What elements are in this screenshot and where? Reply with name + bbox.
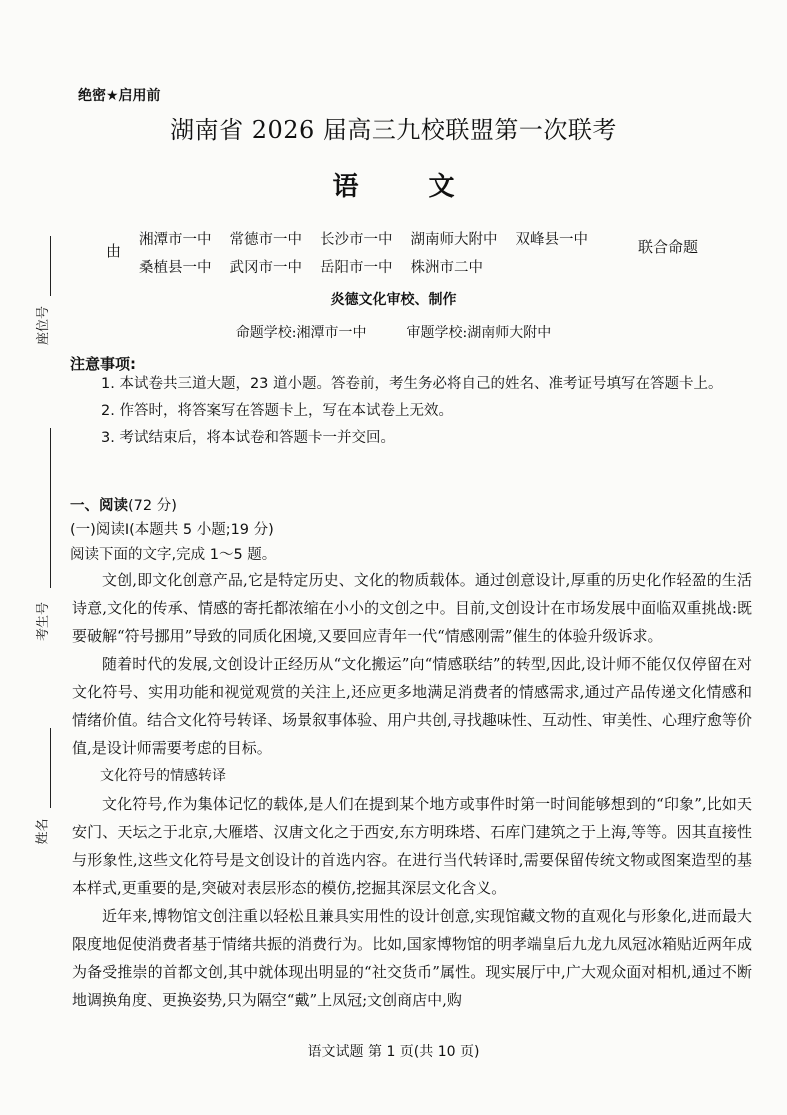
- seat-label: 座位号: [36, 305, 52, 346]
- joint-label: 联合命题: [638, 238, 699, 256]
- subject-char-2: 文: [428, 172, 455, 202]
- name-label: 姓名: [35, 818, 51, 845]
- school-name: 长沙市一中: [320, 232, 393, 248]
- paragraph: 随着时代的发展,文创设计正经历从“文化搬运”向“情感联结”的转型,因此,设计师不能仅仅停留在对文化符号、实用功能和视觉观赏的关注上,还应更多地满足消费者的情感需求,通过产品传递文化情感和情绪价值。结合文化符号转译、场景叙事体验、用户共创,寻找趣味性、互动性、审美性、心理疗愈等价值,是设计师需要考虑的目标。: [72, 655, 752, 757]
- notice-item: 1. 本试卷共三道大题，23 道小题。答卷前，考生务必将自己的姓名、准考证号填写在答题卡上。: [101, 376, 723, 392]
- notice-title: 注意事项:: [70, 355, 136, 373]
- section-heading: [70, 494, 177, 515]
- paragraph: 近年来,博物馆文创注重以轻松且兼具实用性的设计创意,实现馆藏文物的直观化与形象化,进而最大限度地促使消费者基于情绪共振的消费行为。比如,国家博物馆的明孝端皇后九龙九凤冠冰箱贴近两年成为备受推崇的首都文创,其中就体现出明显的“社交货币”属性。现实展厅中,广大观众面对相机,通过不断地调换角度、更换姿势,只为隔空“戴”上凤冠;文创商店中,购: [72, 907, 752, 1009]
- reading-instruction: 阅读下面的文字,完成 1～5 题。: [70, 547, 277, 563]
- notice-list: [72, 371, 752, 452]
- school-name: 双峰县一中: [515, 232, 588, 248]
- subject-title: [0, 166, 787, 203]
- section-score: (72 分): [128, 498, 177, 514]
- subheading: 文化符号的情感转译: [100, 768, 226, 784]
- school-name: 株洲市二中: [410, 260, 483, 276]
- school-row-1: [139, 226, 606, 254]
- school-list: [139, 226, 606, 282]
- exam-no-line: [50, 428, 51, 588]
- reviewer-school: 审题学校:湖南师大附中: [406, 325, 552, 341]
- school-name: 常德市一中: [229, 232, 302, 248]
- school-name: 湖南师大附中: [410, 232, 498, 248]
- school-name: 湘潭市一中: [139, 232, 212, 248]
- section-title: 一、阅读: [70, 498, 128, 514]
- maker-line: 炎德文化审校、制作: [330, 292, 457, 308]
- passage: [72, 566, 752, 1014]
- notice-item: 2. 作答时，将答案写在答题卡上，写在本试卷上无效。: [101, 403, 453, 419]
- school-name: 岳阳市一中: [320, 260, 393, 276]
- exam-title: 湖南省 2026 届高三九校联盟第一次联考: [170, 116, 617, 144]
- setter-line: [0, 322, 787, 342]
- proposer-school: 命题学校:湘潭市一中: [235, 325, 367, 341]
- school-name: 桑植县一中: [139, 260, 212, 276]
- by-label: 由: [106, 242, 122, 260]
- paragraph: 文化符号,作为集体记忆的载体,是人们在提到某个地方或事件时第一时间能够想到的“印象”,比如天安门、天坛之于北京,大雁塔、汉唐文化之于西安,东方明珠塔、石库门建筑之于上海,等等。因其直接性与形象性,这些文化符号是文创设计的首选内容。在进行当代转译时,需要保留传统文物或图案造型的基本样式,更重要的是,突破对表层形态的模仿,挖掘其深层文化含义。: [72, 795, 752, 897]
- reading-heading: (一)阅读Ⅰ(本题共 5 小题;19 分): [70, 522, 274, 538]
- paragraph: 文创,即文化创意产品,它是特定历史、文化的物质载体。通过创意设计,厚重的历史化作轻盈的生活诗意,文化的传承、情感的寄托都浓缩在小小的文创之中。目前,文创设计在市场发展中面临双重挑战:既要破解“符号挪用”导致的同质化困境,又要回应青年一代“情感刚需”催生的体验升级诉求。: [72, 571, 752, 645]
- page-footer: 语文试题 第 1 页(共 10 页): [307, 1044, 480, 1060]
- school-row-2: [139, 254, 606, 282]
- school-name: 武冈市一中: [229, 260, 302, 276]
- notice-item: 3. 考试结束后，将本试卷和答题卡一并交回。: [101, 430, 395, 446]
- subject-char-1: 语: [332, 172, 359, 202]
- exam-no-label: 考生号: [36, 601, 52, 642]
- name-line: [50, 728, 51, 808]
- confidential-mark: 绝密★启用前: [78, 88, 161, 104]
- seat-line: [50, 236, 51, 296]
